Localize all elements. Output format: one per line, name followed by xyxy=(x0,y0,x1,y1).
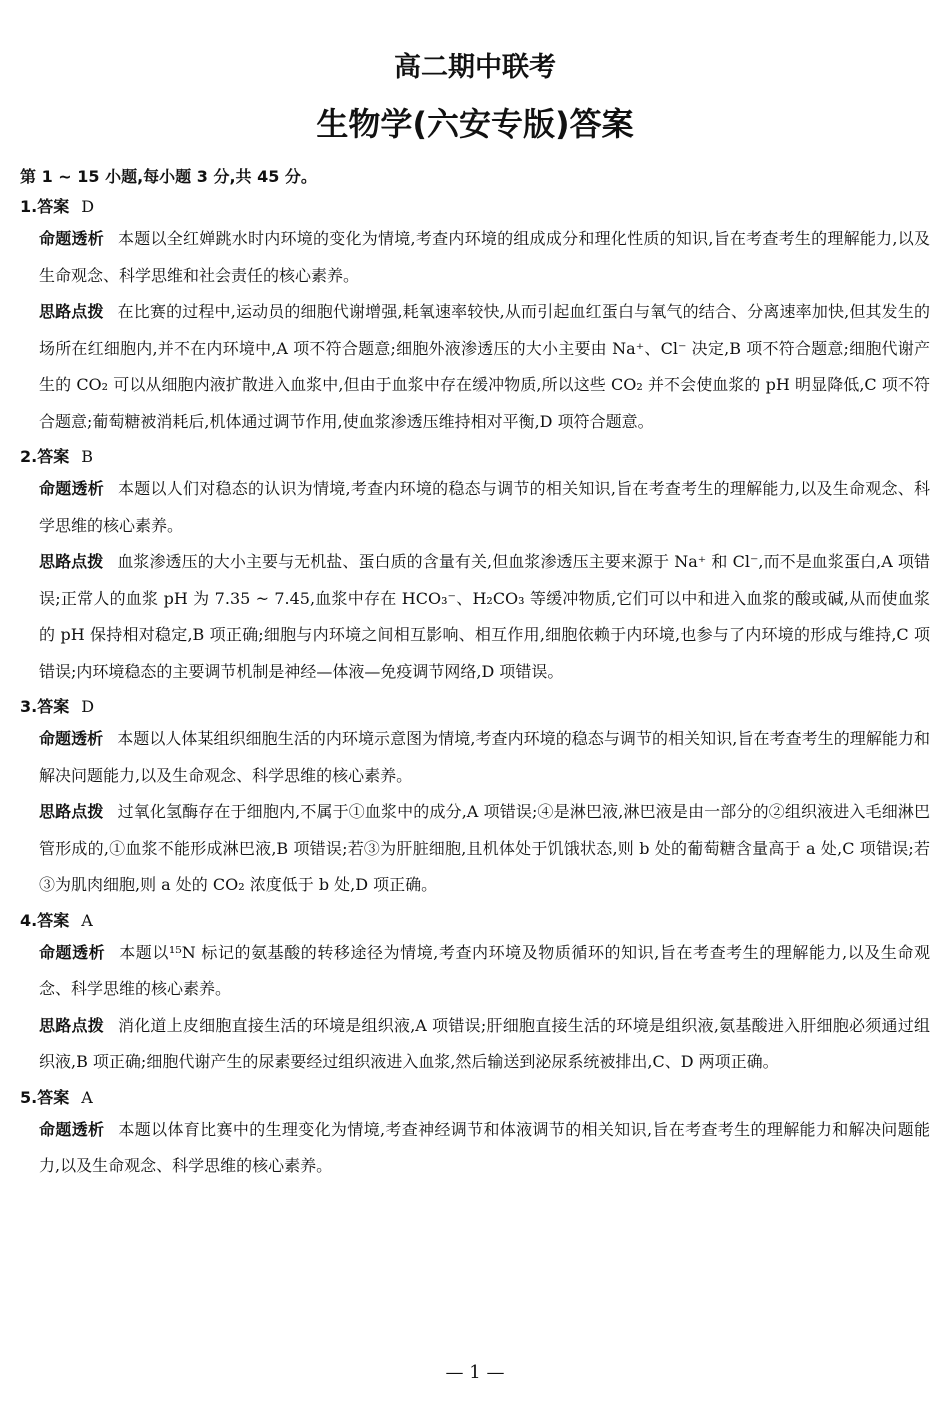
exam-title: 高二期中联考 xyxy=(394,52,556,83)
answer-label: 答案 xyxy=(37,910,70,930)
analysis-label: 命题透析 xyxy=(39,229,104,248)
answer-value: A xyxy=(81,1087,93,1107)
answer-label: 答案 xyxy=(37,697,70,716)
analysis-text: 本题以全红婵跳水时内环境的变化为情境,考查内环境的组成成分和理化性质的知识,旨在考查考生的理解能力,以及生命观念、科学思维和社会责任的核心素养。 xyxy=(39,229,930,285)
analysis-paragraph xyxy=(39,935,930,1008)
analysis-label: 命题透析 xyxy=(39,1119,105,1139)
hint-label: 思路点拨 xyxy=(39,302,104,321)
hint-text: 血浆渗透压的大小主要与无机盐、蛋白质的含量有关,但血浆渗透压主要来源于 Na⁺ 和 Cl⁻,而不是血浆蛋白,A 项错误;正常人的血浆 pH 为 7.35 ~ 7.45,血浆中存在 HCO₃⁻、H₂CO₃ 等缓冲物质,它们可以中和进入血浆的酸或碱,从而使血浆的 pH 保持相对稳定,B 项正确;细胞与内环境之间相互影响、相互作用,细胞依赖于内环境,也参与了内环境的形成与维持,C 项错误;内环境稳态的主要调节机制是神经—体液—免疫调节网络,D 项错误。 xyxy=(39,552,930,681)
question-block xyxy=(20,693,930,904)
answer-label: 答案 xyxy=(37,1087,70,1107)
analysis-paragraph xyxy=(39,221,930,294)
question-block xyxy=(20,1084,930,1185)
analysis-text: 本题以人体某组织细胞生活的内环境示意图为情境,考查内环境的稳态与调节的相关知识,旨在考查考生的理解能力和解决问题能力,以及生命观念、科学思维的核心素养。 xyxy=(39,729,930,785)
answer-value: A xyxy=(81,910,93,930)
question-number: 2. xyxy=(20,447,38,466)
answer-value: D xyxy=(81,197,95,216)
page-number: — 1 — xyxy=(445,1362,505,1383)
answer-value: D xyxy=(81,697,95,716)
hint-label: 思路点拨 xyxy=(39,552,104,571)
hint-text: 消化道上皮细胞直接生活的环境是组织液,A 项错误;肝细胞直接生活的环境是组织液,氨基酸进入肝细胞必须通过组织液,B 项正确;细胞代谢产生的尿素要经过组织液进入血浆,然后输送到泌尿系统被排出,C、D 两项正确。 xyxy=(39,1015,930,1071)
question-block xyxy=(20,193,930,440)
analysis-label: 命题透析 xyxy=(39,942,106,962)
question-header xyxy=(20,1084,930,1112)
analysis-text: 本题以¹⁵N 标记的氨基酸的转移途径为情境,考查内环境及物质循环的知识,旨在考查考生的理解能力,以及生命观念、科学思维的核心素养。 xyxy=(39,942,930,998)
hint-paragraph xyxy=(39,1008,930,1081)
section-intro: 第 1 ~ 15 小题,每小题 3 分,共 45 分。 xyxy=(20,167,317,186)
analysis-text: 本题以体育比赛中的生理变化为情境,考查神经调节和体液调节的相关知识,旨在考查考生的理解能力和解决问题能力,以及生命观念、科学思维的核心素养。 xyxy=(39,1119,930,1175)
answer-label: 答案 xyxy=(37,447,70,466)
question-header xyxy=(20,443,930,471)
analysis-text: 本题以人们对稳态的认识为情境,考查内环境的稳态与调节的相关知识,旨在考查考生的理解能力,以及生命观念、科学思维的核心素养。 xyxy=(39,479,930,535)
analysis-label: 命题透析 xyxy=(39,479,104,498)
answer-value: B xyxy=(81,447,93,466)
question-header xyxy=(20,907,930,935)
hint-paragraph xyxy=(39,544,930,690)
question-header xyxy=(20,193,930,221)
hint-paragraph xyxy=(39,294,930,440)
hint-text: 过氧化氢酶存在于细胞内,不属于①血浆中的成分,A 项错误;④是淋巴液,淋巴液是由一部分的②组织液进入毛细淋巴管形成的,①血浆不能形成淋巴液,B 项错误;若③为肝脏细胞,且机体处于饥饿状态,则 b 处的葡萄糖含量高于 a 处,C 项错误;若③为肌肉细胞,则 a 处的 CO₂ 浓度低于 b 处,D 项正确。 xyxy=(39,802,930,894)
question-number: 1. xyxy=(20,197,38,216)
hint-label: 思路点拨 xyxy=(39,1015,104,1035)
question-number: 4. xyxy=(20,910,38,930)
answer-label: 答案 xyxy=(37,197,70,216)
question-number: 3. xyxy=(20,697,38,716)
hint-paragraph xyxy=(39,794,930,904)
hint-text: 在比赛的过程中,运动员的细胞代谢增强,耗氧速率较快,从而引起血红蛋白与氧气的结合、分离速率加快,但其发生的场所在红细胞内,并不在内环境中,A 项不符合题意;细胞外液渗透压的大小主要由 Na⁺、Cl⁻ 决定,B 项不符合题意;细胞代谢产生的 CO₂ 可以从细胞内液扩散进入血浆中,但由于血浆中存在缓冲物质,所以这些 CO₂ 并不会使血浆的 pH 明显降低,C 项不符合题意;葡萄糖被消耗后,机体通过调节作用,使血浆渗透压维持相对平衡,D 项符合题意。 xyxy=(39,302,930,431)
analysis-paragraph xyxy=(39,471,930,544)
analysis-paragraph xyxy=(39,721,930,794)
question-block xyxy=(20,443,930,690)
exam-subtitle: 生物学(六安专版)答案 xyxy=(316,105,634,143)
question-number: 5. xyxy=(20,1087,38,1107)
question-header xyxy=(20,693,930,721)
analysis-paragraph xyxy=(39,1112,930,1185)
analysis-label: 命题透析 xyxy=(39,729,104,748)
hint-label: 思路点拨 xyxy=(39,802,104,821)
question-block xyxy=(20,907,930,1081)
